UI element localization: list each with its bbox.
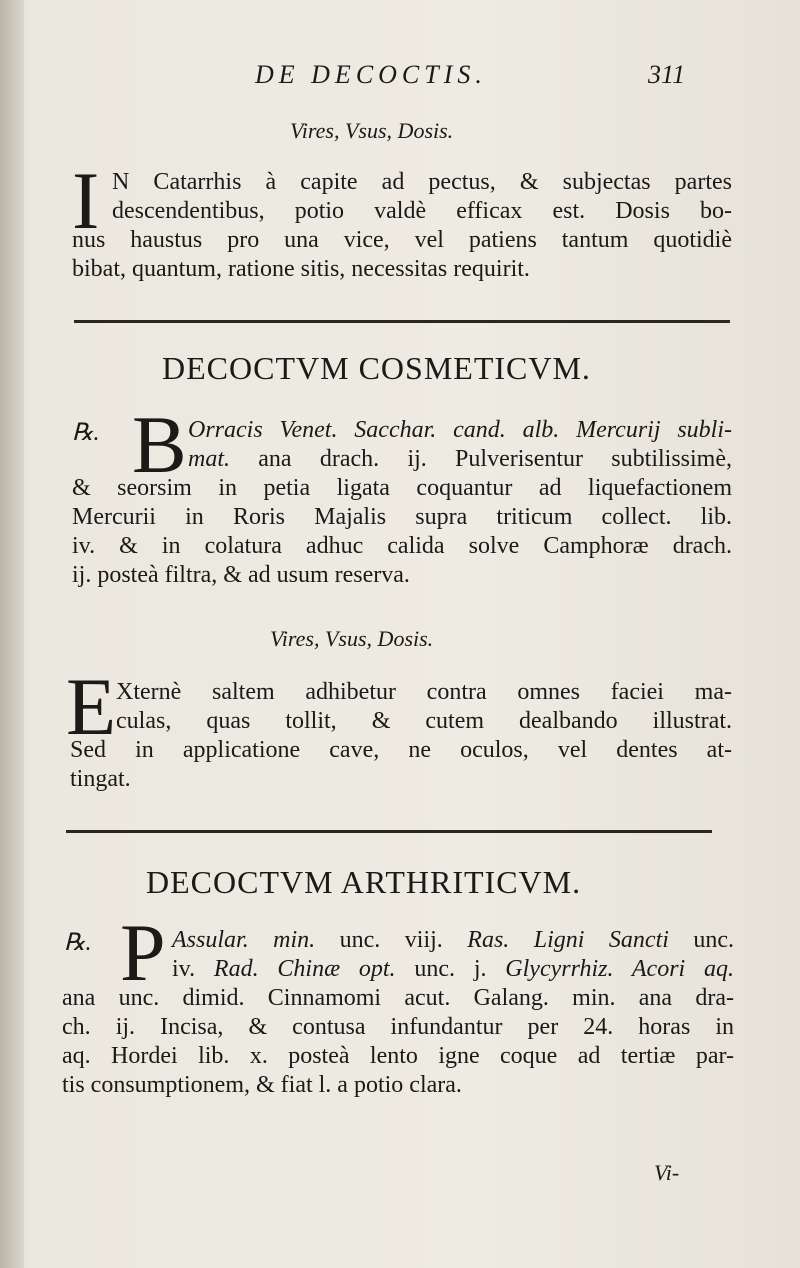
section3-dropcap: P: [120, 907, 166, 998]
catchword: Vi-: [654, 1160, 680, 1185]
section2-line: mat. ana drach. ij. Pulverisentur subtilissimè,: [188, 446, 732, 472]
section2-subhead: Vires, Vsus, Dosis.: [270, 626, 434, 651]
section1-line: descendentibus, potio valdè efficax est. Dosis bo-: [112, 198, 732, 224]
recipe-symbol: ℞.: [72, 420, 100, 446]
section2-line: ij. posteà filtra, & ad usum reserva.: [72, 562, 410, 588]
section3-line: iv. Rad. Chinæ opt. unc. j. Glycyrrhiz. Acori aq.: [172, 956, 735, 982]
section1-paragraph: [72, 155, 732, 284]
section1-line: N Catarrhis à capite ad pectus, & subjectas partes: [112, 169, 732, 195]
section2-para-line: tingat.: [70, 766, 131, 792]
section2-line: & seorsim in petia ligata coquantur ad liquefactionem: [72, 475, 732, 501]
section2-para-line: Sed in applicatione cave, ne oculos, vel dentes at-: [70, 737, 732, 763]
section2-title: DECOCTVM COSMETICVM.: [162, 350, 591, 386]
section3-recipe: [62, 926, 734, 1100]
section-divider-2: [66, 830, 712, 833]
section2-paragraph: [70, 678, 732, 794]
page-number: 311: [648, 60, 686, 89]
section3-title: DECOCTVM ARTHRITICVM.: [146, 864, 582, 900]
section2-para-line: Xternè saltem adhibetur contra omnes faciei ma-: [116, 679, 732, 705]
section3-line: aq. Hordei lib. x. posteà lento igne coque ad tertiæ par-: [62, 1043, 734, 1069]
section1-line: bibat, quantum, ratione sitis, necessitas requirit.: [72, 256, 530, 282]
running-header: DE DECOCTIS.: [255, 60, 487, 89]
section3-line: Assular. min. unc. viij. Ras. Ligni Sancti unc.: [172, 927, 735, 953]
section-divider-1: [74, 320, 730, 323]
section3-line: ana unc. dimid. Cinnamomi acut. Galang. min. ana dra-: [62, 985, 734, 1011]
section3-line: tis consumptionem, & fiat l. a potio clara.: [62, 1072, 462, 1098]
section2-para-line: culas, quas tollit, & cutem dealbando illustrat.: [116, 708, 732, 734]
section1-line: nus haustus pro una vice, vel patiens tantum quotidiè: [72, 227, 732, 253]
section2-line: iv. & in colatura adhuc calida solve Camphoræ drach.: [72, 533, 732, 559]
section1-dropcap: I: [72, 155, 100, 246]
section3-line: ch. ij. Incisa, & contusa infundantur per 24. horas in: [62, 1014, 734, 1040]
section2-recipe: [72, 416, 732, 590]
page-gutter: [0, 0, 24, 1268]
recipe-symbol: ℞.: [64, 930, 92, 956]
section2-para-dropcap: E: [66, 661, 117, 752]
section1-subhead: Vires, Vsus, Dosis.: [290, 118, 454, 143]
section2-dropcap: B: [132, 399, 187, 490]
section2-line: Orracis Venet. Sacchar. cand. alb. Mercurij subli-: [188, 417, 732, 443]
section2-line: Mercurii in Roris Majalis supra triticum collect. lib.: [72, 504, 732, 530]
